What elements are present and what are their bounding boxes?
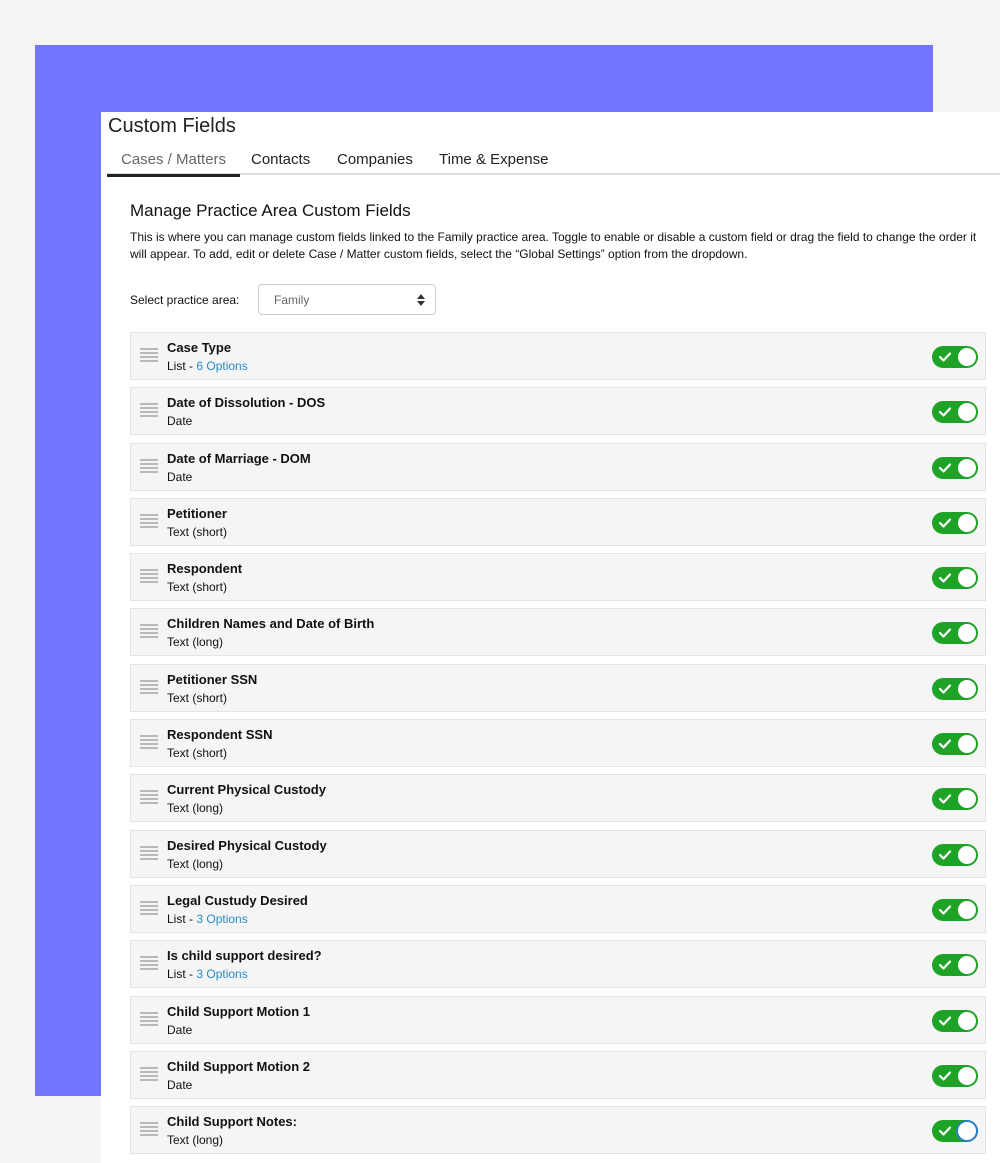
tab-cases-matters[interactable]: Cases / Matters xyxy=(107,151,240,177)
field-type-separator: - xyxy=(185,359,197,373)
practice-area-select[interactable] xyxy=(258,284,436,315)
field-type-separator: - xyxy=(185,967,197,982)
field-enable-toggle[interactable] xyxy=(932,733,978,755)
field-row[interactable] xyxy=(130,553,986,601)
field-enable-toggle[interactable] xyxy=(932,1010,978,1032)
check-icon xyxy=(939,1071,951,1081)
check-icon xyxy=(939,739,951,749)
field-type xyxy=(167,1133,223,1147)
field-row[interactable] xyxy=(130,885,986,933)
drag-handle-icon[interactable] xyxy=(140,1012,158,1028)
field-row[interactable] xyxy=(130,996,986,1044)
field-type xyxy=(167,691,227,705)
toggle-knob xyxy=(958,403,976,421)
drag-handle-icon[interactable] xyxy=(140,735,158,751)
drag-handle-icon[interactable] xyxy=(140,624,158,640)
field-enable-toggle[interactable] xyxy=(932,844,978,866)
check-icon xyxy=(939,407,951,417)
toggle-knob xyxy=(958,901,976,919)
drag-handle-icon[interactable] xyxy=(140,846,158,862)
check-icon xyxy=(939,628,951,638)
practice-area-label: Select practice area: xyxy=(130,293,240,307)
field-name: Desired Physical Custody xyxy=(167,837,327,853)
check-icon xyxy=(939,905,951,915)
toggle-knob xyxy=(958,735,976,753)
check-icon xyxy=(939,1126,951,1136)
field-type-label: Text (short) xyxy=(167,580,228,595)
field-options-link[interactable]: 6 Options xyxy=(196,359,248,373)
toggle-knob xyxy=(958,846,976,864)
page-title: Custom Fields xyxy=(108,115,236,137)
drag-handle-icon[interactable] xyxy=(140,514,158,530)
field-enable-toggle[interactable] xyxy=(932,1120,978,1142)
field-name: Is child support desired? xyxy=(167,948,322,964)
field-enable-toggle[interactable] xyxy=(932,567,978,589)
field-type xyxy=(167,1078,192,1092)
field-type xyxy=(167,801,223,815)
field-type-label: Text (long) xyxy=(167,856,224,871)
field-type xyxy=(167,912,248,926)
check-icon xyxy=(939,573,951,583)
toggle-knob xyxy=(958,680,976,698)
drag-handle-icon[interactable] xyxy=(140,1067,158,1083)
field-type-label: Date xyxy=(167,414,193,429)
field-type-label: Text (short) xyxy=(167,690,228,705)
field-type-separator: - xyxy=(185,911,197,926)
field-row[interactable] xyxy=(130,1106,986,1154)
field-type-label: Text (long) xyxy=(167,635,224,650)
tab-companies[interactable]: Companies xyxy=(337,151,413,168)
field-options-link[interactable]: 3 Options xyxy=(196,911,248,926)
field-row[interactable] xyxy=(130,664,986,712)
field-row[interactable] xyxy=(130,1051,986,1099)
field-type-label: List xyxy=(167,967,186,982)
field-row[interactable] xyxy=(130,774,986,822)
field-type-label: Text (short) xyxy=(167,524,228,539)
field-type-label: Text (long) xyxy=(167,801,224,816)
toggle-knob xyxy=(958,569,976,587)
field-enable-toggle[interactable] xyxy=(932,457,978,479)
field-type-label: Date xyxy=(167,1022,193,1037)
toggle-knob xyxy=(958,348,976,366)
check-icon xyxy=(939,352,951,362)
drag-handle-icon[interactable] xyxy=(140,790,158,806)
field-enable-toggle[interactable] xyxy=(932,899,978,921)
field-name: Respondent xyxy=(167,561,243,577)
drag-handle-icon[interactable] xyxy=(140,348,158,364)
check-icon xyxy=(939,684,951,694)
field-name: Legal Custudy Desired xyxy=(167,892,308,908)
field-name: Petitioner xyxy=(167,505,227,521)
check-icon xyxy=(939,850,951,860)
select-arrows-icon xyxy=(417,294,425,306)
field-enable-toggle[interactable] xyxy=(932,346,978,368)
toggle-knob xyxy=(958,790,976,808)
field-name: Date of Dissolution - DOS xyxy=(167,395,326,411)
tab-bar xyxy=(107,149,1000,175)
field-enable-toggle[interactable] xyxy=(932,1065,978,1087)
field-row[interactable] xyxy=(130,830,986,878)
check-icon xyxy=(939,794,951,804)
toggle-knob xyxy=(958,956,976,974)
toggle-knob xyxy=(958,459,976,477)
field-type-label: Text (long) xyxy=(167,1133,224,1148)
field-type xyxy=(167,746,227,760)
field-type-label: Date xyxy=(167,1077,193,1092)
section-description: This is where you can manage custom fields linked to the Family practice area. Toggle to enable or disable a custom field or drag the field to change the order it will appear. To add, edit or delete Case / Matter custom fields, select the “Global Settings” option from the dropdown. xyxy=(130,230,977,261)
practice-area-value: Family xyxy=(274,293,310,307)
field-row[interactable] xyxy=(130,608,986,656)
field-name: Current Physical Custody xyxy=(167,782,326,798)
drag-handle-icon[interactable] xyxy=(140,1122,158,1138)
field-name: Children Names and Date of Birth xyxy=(167,616,375,632)
field-row[interactable] xyxy=(130,332,986,380)
field-name: Child Support Motion 2 xyxy=(167,1058,310,1074)
field-name: Respondent SSN xyxy=(167,727,273,743)
field-row[interactable] xyxy=(130,498,986,546)
field-type xyxy=(167,359,248,373)
field-enable-toggle[interactable] xyxy=(932,954,978,976)
drag-handle-icon[interactable] xyxy=(140,403,158,419)
field-type-label: Date xyxy=(167,469,193,484)
tab-time-expense[interactable]: Time & Expense xyxy=(439,151,549,168)
field-enable-toggle[interactable] xyxy=(932,512,978,534)
toggle-knob xyxy=(958,514,976,532)
field-row[interactable] xyxy=(130,719,986,767)
field-enable-toggle[interactable] xyxy=(932,678,978,700)
field-enable-toggle[interactable] xyxy=(932,622,978,644)
check-icon xyxy=(939,960,951,970)
field-type-label: List xyxy=(167,911,186,926)
field-type xyxy=(167,414,192,428)
field-row[interactable] xyxy=(130,940,986,988)
field-name: Child Support Notes: xyxy=(167,1114,297,1130)
field-options-link[interactable]: 3 Options xyxy=(196,967,248,982)
field-type xyxy=(167,580,227,594)
toggle-knob xyxy=(958,624,976,642)
toggle-knob xyxy=(958,1122,976,1140)
drag-handle-icon[interactable] xyxy=(140,680,158,696)
drag-handle-icon[interactable] xyxy=(140,459,158,475)
custom-field-list xyxy=(130,332,986,1161)
field-type xyxy=(167,857,223,871)
field-type-label: List xyxy=(167,359,186,373)
drag-handle-icon[interactable] xyxy=(140,956,158,972)
field-type xyxy=(167,525,227,539)
toggle-knob xyxy=(958,1067,976,1085)
field-name: Case Type xyxy=(167,340,232,355)
check-icon xyxy=(939,1016,951,1026)
custom-fields-panel xyxy=(101,112,1000,1163)
check-icon xyxy=(939,463,951,473)
toggle-knob xyxy=(958,1012,976,1030)
drag-handle-icon[interactable] xyxy=(140,901,158,917)
section-title: Manage Practice Area Custom Fields xyxy=(130,201,411,220)
field-enable-toggle[interactable] xyxy=(932,788,978,810)
field-row[interactable] xyxy=(130,387,986,435)
check-icon xyxy=(939,518,951,528)
field-type xyxy=(167,1023,192,1037)
tab-contacts[interactable]: Contacts xyxy=(251,151,311,168)
field-enable-toggle[interactable] xyxy=(932,401,978,423)
field-type xyxy=(167,470,192,484)
field-type xyxy=(167,967,248,981)
drag-handle-icon[interactable] xyxy=(140,569,158,585)
field-name: Child Support Motion 1 xyxy=(167,1003,310,1019)
field-type xyxy=(167,635,223,649)
field-name: Petitioner SSN xyxy=(167,671,258,687)
field-row[interactable] xyxy=(130,443,986,491)
field-name: Date of Marriage - DOM xyxy=(167,450,311,466)
field-type-label: Text (short) xyxy=(167,746,228,761)
